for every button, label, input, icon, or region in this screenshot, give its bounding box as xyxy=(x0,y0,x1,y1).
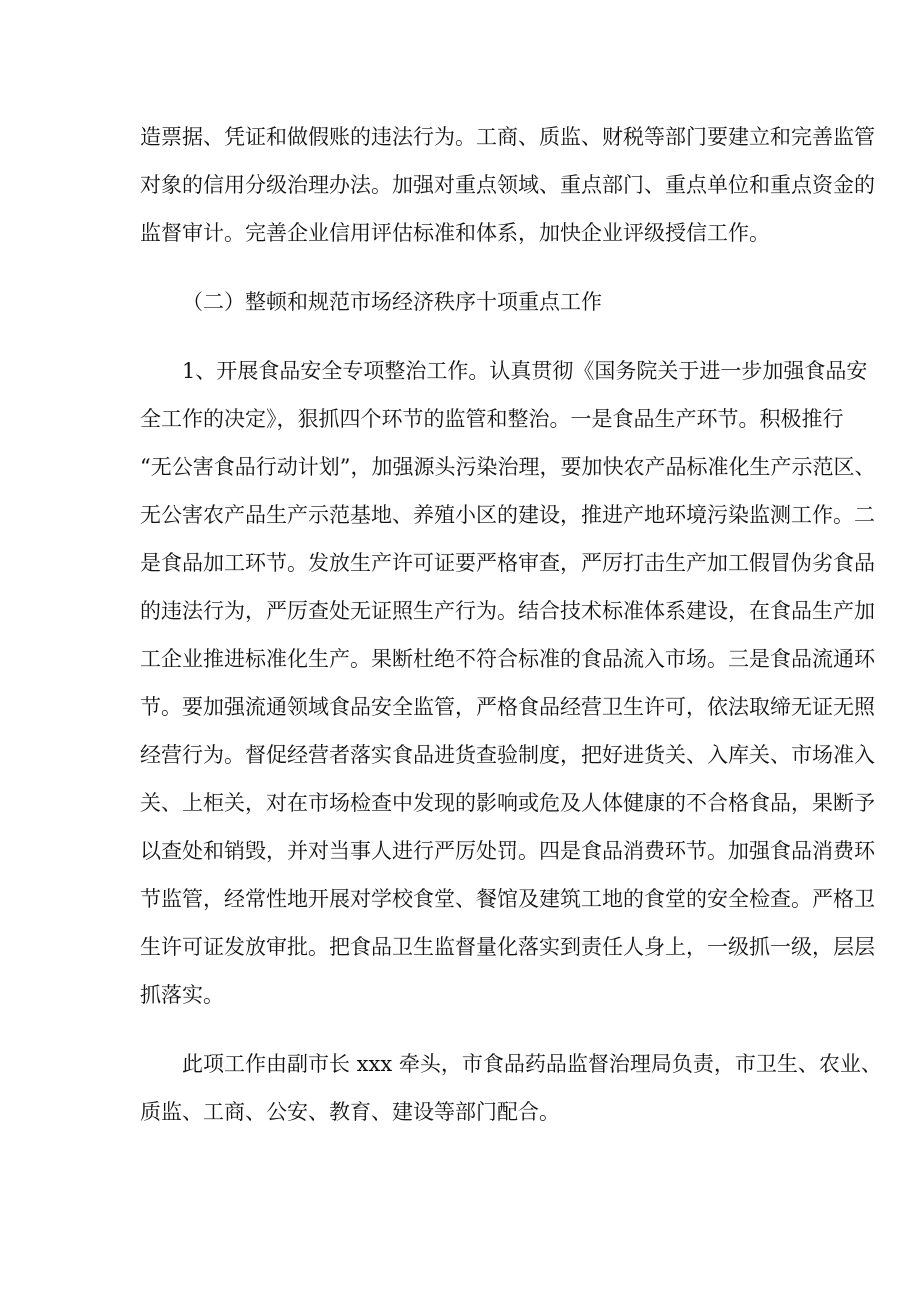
paragraph-2-line-5: 是食品加工环节。发放生产许可证要严格审查，严厉打击生产加工假冒伪劣食品 xyxy=(140,551,875,575)
paragraph-2-line-10: 关、上柜关，对在市场检查中发现的影响或危及人体健康的不合格食品，果断予 xyxy=(140,791,875,815)
paragraph-2-line-11: 以查处和销毁，并对当事人进行严厉处罚。四是食品消费环节。加强食品消费环 xyxy=(140,839,875,863)
paragraph-3-line-2: 质监、工商、公安、教育、建设等部门配合。 xyxy=(140,1100,560,1124)
paragraph-2-line-12: 节监管，经常性地开展对学校食堂、餐馆及建筑工地的食堂的安全检查。严格卫 xyxy=(140,887,875,911)
paragraph-2-line-2: 全工作的决定》，狠抓四个环节的监管和整治。一是食品生产环节。积极推行 xyxy=(140,407,844,431)
paragraph-2-line-4: 无公害农产品生产示范基地、养殖小区的建设，推进产地环境污染监测工作。二 xyxy=(140,503,875,527)
paragraph-3-line-1: 此项工作由副市长 xxx 牵头，市食品药品监督治理局负责，市卫生、农业、 xyxy=(182,1052,882,1076)
paragraph-2-line-9: 经营行为。督促经营者落实食品进货查验制度，把好进货关、入库关、市场准入 xyxy=(140,743,875,767)
section-heading: （二）整顿和规范市场经济秩序十项重点工作 xyxy=(182,290,602,314)
paragraph-2-line-7: 工企业推进标准化生产。果断杜绝不符合标准的食品流入市场。三是食品流通环 xyxy=(140,647,875,671)
paragraph-1-line-3: 监督审计。完善企业信用评估标准和体系，加快企业评级授信工作。 xyxy=(140,221,770,245)
paragraph-2-line-6: 的违法行为，严厉查处无证照生产行为。结合技术标准体系建设，在食品生产加 xyxy=(140,599,875,623)
paragraph-2-line-13: 生许可证发放审批。把食品卫生监督量化落实到责任人身上，一级抓一级，层层 xyxy=(140,935,875,959)
paragraph-2-line-8: 节。要加强流通领域食品安全监管，严格食品经营卫生许可，依法取缔无证无照 xyxy=(140,695,875,719)
paragraph-1-line-1: 造票据、凭证和做假账的违法行为。工商、质监、财税等部门要建立和完善监管 xyxy=(140,125,875,149)
paragraph-2-line-14: 抓落实。 xyxy=(140,983,224,1007)
paragraph-1-line-2: 对象的信用分级治理办法。加强对重点领域、重点部门、重点单位和重点资金的 xyxy=(140,173,875,197)
paragraph-2-line-3: “无公害食品行动计划”，加强源头污染治理，要加快农产品标准化生产示范区、 xyxy=(140,455,876,479)
paragraph-2-line-1: 1、开展食品安全专项整治工作。认真贯彻《国务院关于进一步加强食品安 xyxy=(182,359,868,383)
